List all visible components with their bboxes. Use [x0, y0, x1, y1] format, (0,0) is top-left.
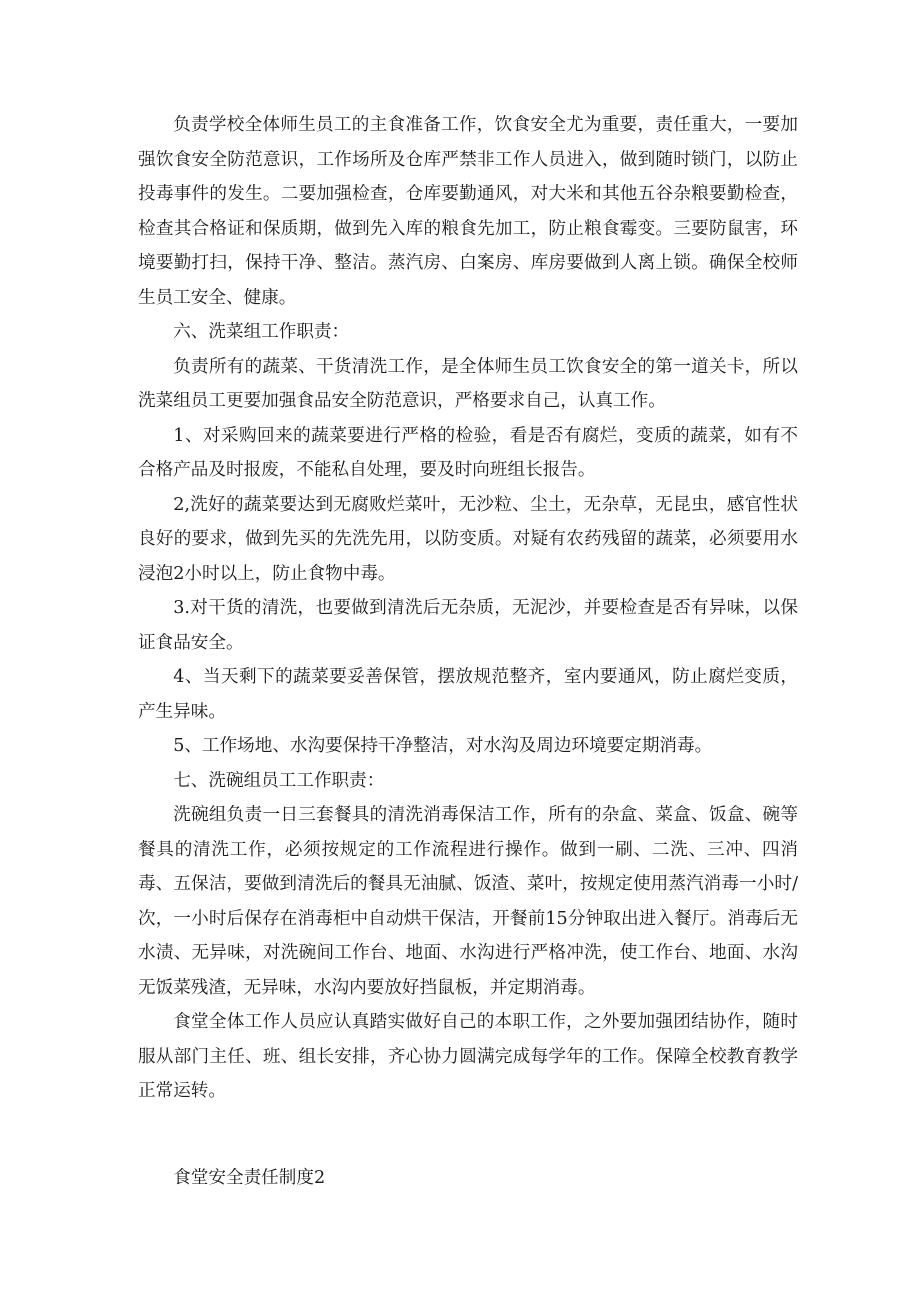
paragraph-item-2: 2,洗好的蔬菜要达到无腐败烂菜叶，无沙粒、尘土，无杂草，无昆虫，感官性状良好的要求，做到先买的先洗先用，以防变质。对疑有农药残留的蔬菜，必须要用水浸泡2小时以上，防止食物中毒。: [138, 494, 798, 584]
section-spacer: [138, 1109, 798, 1161]
paragraph-closing: 食堂全体工作人员应认真踏实做好自己的本职工作，之外要加强团结协作，随时服从部门主任、班、组长安排，齐心协力圆满完成每学年的工作。保障全校教育教学正常运转。: [138, 1012, 798, 1101]
heading-vegetable-washing-group: 六、洗菜组工作职责：: [173, 322, 350, 342]
section-title: 食堂安全责任制度2: [173, 1167, 326, 1188]
paragraph-item-4: 4、当天剩下的蔬菜要妥善保管，摆放规范整齐，室内要通风，防止腐烂变质，产生异味。: [138, 667, 798, 722]
paragraph-staple-food-duties: 负责学校全体师生员工的主食准备工作，饮食安全尤为重要，责任重大，一要加强饮食安全防范意识，工作场所及仓库严禁非工作人员进入，做到随时锁门，以防止投毒事件的发生。二要加强检查，仓库要勤通风，对大米和其他五谷杂粮要勤检查，检查其合格证和保质期，做到先入库的粮食先加工，防止粮食霉变。三要防鼠害，环境要勤打扫，保持干净、整洁。蒸汽房、白案房、库房要做到人离上锁。确保全校师生员工安全、健康。: [138, 115, 798, 308]
heading-dishwashing-group: 七、洗碗组员工工作职责：: [173, 770, 385, 791]
paragraph-item-1: 1、对采购回来的蔬菜要进行严格的检验，看是否有腐烂，变质的蔬菜，如有不合格产品及时报废，不能私自处理，要及时向班组长报告。: [138, 425, 798, 480]
paragraph-vegetable-washing-intro: 负责所有的蔬菜、干货清洗工作，是全体师生员工饮食安全的第一道关卡，所以洗菜组员工更要加强食品安全防范意识，严格要求自己，认真工作。: [138, 356, 798, 411]
paragraph-dishwashing-duties: 洗碗组负责一日三套餐具的清洗消毒保洁工作，所有的杂盒、菜盒、饭盒、碗等餐具的清洗工作，必须按规定的工作流程进行操作。做到一刷、二洗、三冲、四消毒、五保洁，要做到清洗后的餐具无油腻、饭渣、菜叶，按规定使用蒸汽消毒一小时/次，一小时后保存在消毒柜中自动烘干保洁，开餐前15分钟取出进入餐厅。消毒后无水渍、无异味，对洗碗间工作台、地面、水沟进行严格冲洗，使工作台、地面、水沟无饭菜残渣，无异味，水沟内要放好挡鼠板，并定期消毒。: [138, 805, 798, 998]
paragraph-item-3: 3.对干货的清洗，也要做到清洗后无杂质，无泥沙，并要检查是否有异味，以保证食品安全。: [138, 598, 798, 653]
document-body: [138, 108, 798, 1195]
paragraph-item-5: 5、工作场地、水沟要保持干净整洁，对水沟及周边环境要定期消毒。: [173, 736, 713, 756]
